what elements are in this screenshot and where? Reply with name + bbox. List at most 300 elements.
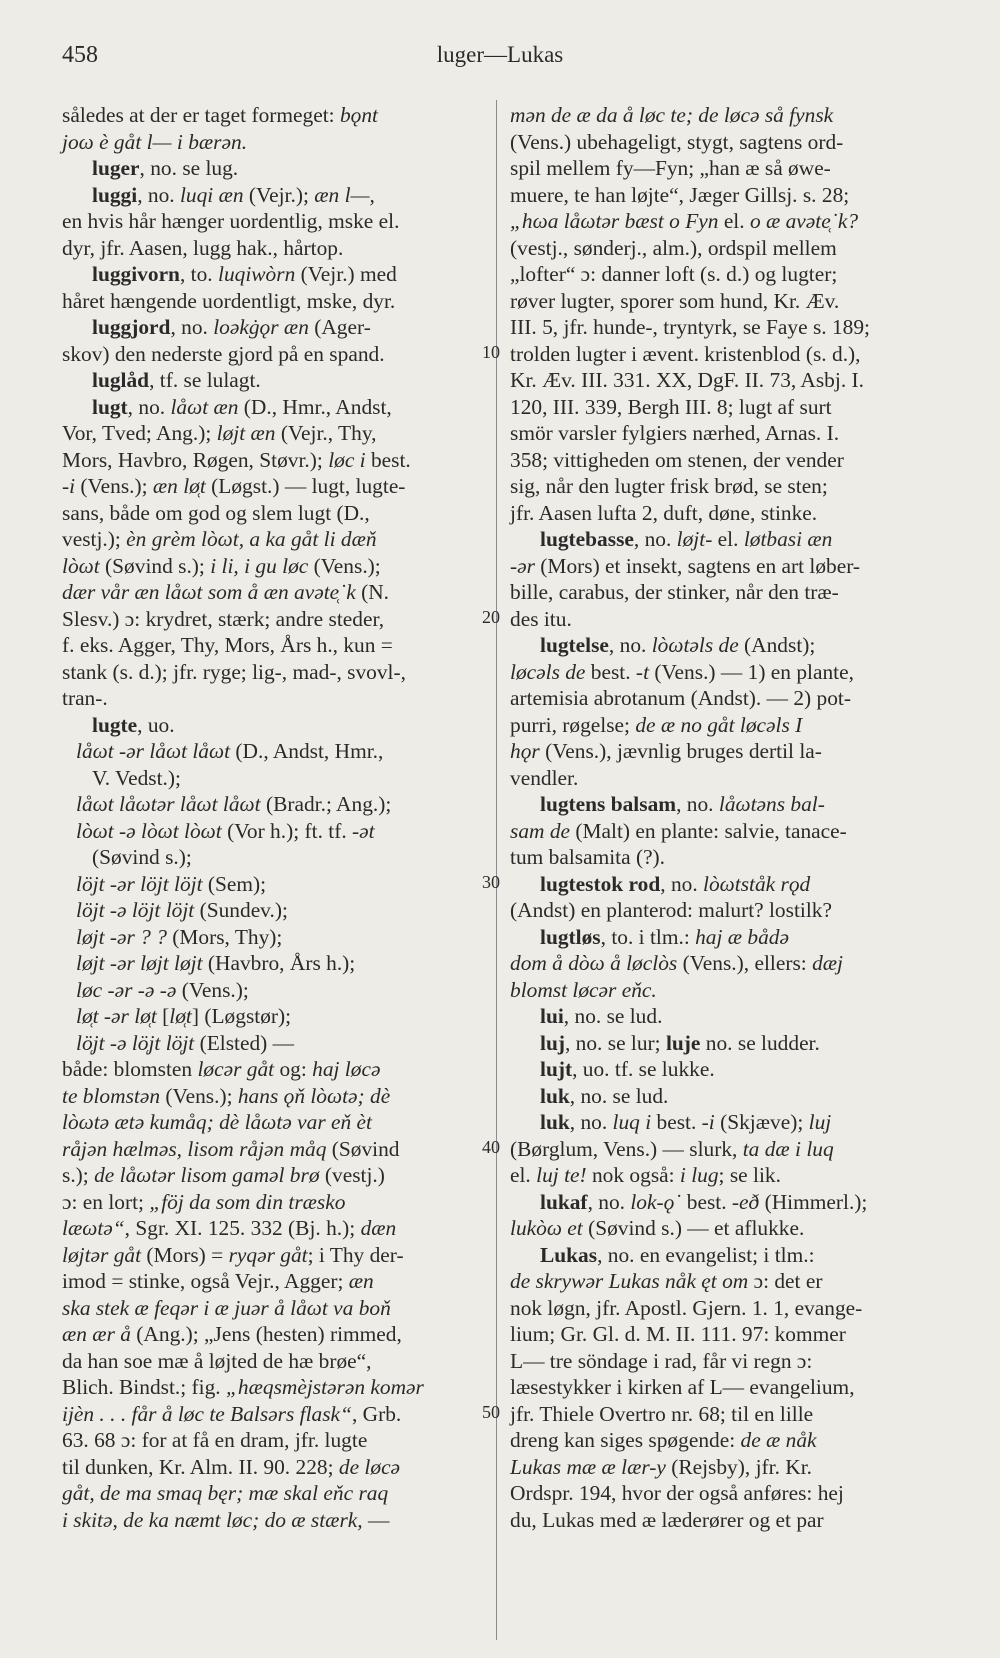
- entry-text: Vor, Tved; Ang.);: [62, 421, 217, 445]
- entry-text: (Søvind: [326, 1136, 400, 1161]
- text-line: [510, 1136, 938, 1163]
- entry-text: el.: [510, 1163, 537, 1187]
- dialect-form: løcər gåt: [197, 1057, 275, 1081]
- text-line: [510, 235, 938, 262]
- text-line: [510, 738, 938, 765]
- entry-text: purri, røgelse;: [510, 712, 636, 737]
- dialect-form: ryqər gåt: [228, 1242, 308, 1267]
- text-line: [510, 394, 938, 421]
- text-line: [62, 606, 482, 633]
- text-line: [510, 977, 938, 1004]
- entry-text: dyr, jfr. Aasen, lugg hak., hårtop.: [62, 235, 344, 260]
- text-line: [510, 420, 938, 447]
- entry-text: , no.: [608, 633, 652, 657]
- entry-text: , Grb.: [351, 1401, 402, 1426]
- text-line: [62, 553, 482, 580]
- text-line: [62, 235, 482, 262]
- headword: Lukas: [540, 1242, 598, 1267]
- text-line: [510, 950, 938, 977]
- text-line: [62, 129, 482, 156]
- headword: lugtelse: [540, 633, 609, 657]
- entry-text: (Malt) en plante: salvie, tanace-: [570, 818, 847, 843]
- text-line: [62, 314, 482, 341]
- entry-text: håret hængende uordentligt, mske, dyr.: [62, 288, 396, 313]
- text-line: [510, 791, 938, 818]
- entry-text: (Mors, Thy);: [166, 924, 283, 949]
- entry-text: el.: [718, 209, 750, 233]
- text-line: [62, 500, 482, 527]
- text-line: [62, 1321, 482, 1348]
- entry-text: muere, te han løjte“, Jæger Gillsj. s. 28;: [510, 182, 850, 207]
- dialect-form: joω è gåt l— i bærən.: [62, 129, 248, 154]
- entry-text: tran-.: [62, 686, 108, 710]
- dialect-form: t: [643, 659, 650, 684]
- text-line: [62, 1056, 482, 1083]
- headword: lugtløs: [540, 924, 601, 949]
- entry-text: , no.: [633, 527, 677, 551]
- line-number: 50: [482, 1402, 500, 1422]
- entry-text: , no. se lud.: [569, 1083, 669, 1108]
- entry-text: en hvis hår hænger uordentlig, mske el.: [62, 209, 400, 233]
- entry-text: sans, både om god og slem lugt (D.,: [62, 500, 370, 525]
- entry-text: no. se ludder.: [700, 1030, 820, 1055]
- entry-text: Kr. Æv. III. 331. XX, DgF. II. 73, Asbj. I.: [510, 368, 864, 392]
- text-line: [62, 473, 482, 500]
- entry-text: (Havbro, Års h.);: [202, 951, 356, 975]
- entry-text: (Mors) et insekt, sagtens en art løber-: [534, 553, 861, 578]
- text-line: [62, 288, 482, 315]
- dialect-form: blomst løcər eňc.: [510, 977, 657, 1002]
- entry-text: ; se lik.: [718, 1163, 781, 1187]
- text-line: [62, 1268, 482, 1295]
- dialect-form: æn: [348, 1269, 374, 1293]
- entry-text: (Mors) =: [141, 1242, 229, 1267]
- dialect-form: løjt -ər løjt løjt: [76, 951, 203, 975]
- entry-text: , no.: [137, 182, 180, 207]
- text-line: [62, 632, 482, 659]
- dialect-form: dom å dòω å løclòs: [510, 951, 678, 975]
- entry-text: du, Lukas med æ læderører og et par: [510, 1507, 824, 1532]
- text-line: [62, 871, 482, 898]
- page-header: [0, 36, 1000, 76]
- text-line: [510, 182, 938, 209]
- dialect-form: æn l—,: [314, 182, 375, 207]
- text-line: [510, 818, 938, 845]
- entry-text: best. -: [651, 1110, 709, 1134]
- dialect-form: luj te!: [536, 1163, 587, 1187]
- entry-text: f. eks. Agger, Thy, Mors, Års h., kun =: [62, 633, 393, 657]
- text-line: [510, 871, 938, 898]
- entry-text: tum balsamita (?).: [510, 845, 666, 869]
- text-line: [510, 659, 938, 686]
- dialect-form: luq i: [612, 1110, 652, 1134]
- running-title: luger—Lukas: [436, 42, 564, 67]
- dialect-form: lukòω et: [510, 1216, 583, 1240]
- entry-text: (Vejr.) med: [295, 262, 397, 286]
- entry-text: „lofter“ ɔ: danner loft (s. d.) og lugter;: [510, 262, 838, 286]
- dialect-form: lòωtståk rǫd: [703, 871, 811, 896]
- text-line: [62, 1083, 482, 1110]
- headword: luggivorn: [92, 262, 180, 286]
- text-line: [62, 1109, 482, 1136]
- entry-text: (Sem);: [202, 871, 267, 896]
- dialect-form: i li, i gu løc: [210, 553, 309, 578]
- dialect-form: i skitə, de ka næmt løc; do æ stærk,: [62, 1507, 363, 1532]
- headword: lugtebasse: [540, 527, 634, 551]
- text-line: [510, 1348, 938, 1375]
- entry-text: (Andst) en planterod: malurt? lostilk?: [510, 898, 832, 922]
- text-line: [62, 765, 482, 792]
- text-line: [510, 314, 938, 341]
- entry-text: III. 5, jfr. hunde-, tryntyrk, se Faye s. 189;: [510, 315, 871, 339]
- text-line: [510, 579, 938, 606]
- entry-text: best. -: [585, 659, 644, 684]
- dialect-form: løc i: [328, 447, 366, 472]
- dialect-form: lø̜t -ər lø̜t: [76, 1004, 157, 1028]
- entry-text: (Ager-: [308, 315, 371, 339]
- text-line: [62, 341, 482, 368]
- text-line: [62, 1215, 482, 1242]
- entry-text: stank (s. d.); jfr. ryge; lig-, mad-, svovl-,: [62, 659, 406, 684]
- entry-text: og:: [274, 1057, 313, 1081]
- headword: luj: [540, 1030, 565, 1055]
- entry-text: Blich. Bindst.; fig.: [62, 1375, 227, 1399]
- text-line: [510, 765, 938, 792]
- dialect-form: de æ no gåt løcəls I: [635, 712, 803, 737]
- entry-text: (Skjæve);: [714, 1110, 809, 1134]
- text-line: [510, 526, 938, 553]
- text-line: [510, 1030, 938, 1057]
- entry-text: bille, carabus, der stinker, når den træ-: [510, 580, 839, 604]
- entry-text: , to.: [179, 262, 218, 286]
- entry-text: , no. se lug.: [139, 156, 239, 180]
- entry-text: således at der er taget formeget:: [62, 103, 340, 127]
- text-line: [510, 1083, 938, 1110]
- entry-text: Slesv.) ɔ: krydret, stærk; andre steder,: [62, 606, 385, 631]
- entry-text: (Vens.) — 1) en plante,: [649, 659, 854, 684]
- entry-text: sig, når den lugter frisk brød, se sten;: [510, 474, 828, 498]
- dialect-form: de æ nåk: [740, 1428, 817, 1452]
- entry-text: smör varsler fylgiers nærhed, Arnas. I.: [510, 421, 840, 445]
- headword: lui: [540, 1004, 564, 1028]
- text-line: [510, 1162, 938, 1189]
- entry-text: skov) den nederste gjord på en spand.: [62, 341, 385, 366]
- entry-text: (Vens.);: [75, 474, 153, 498]
- dialect-form: i: [708, 1110, 715, 1134]
- dialect-form: ska stek æ feqər i æ juər å låωt va boň: [62, 1295, 391, 1320]
- dialect-form: luj: [808, 1110, 832, 1134]
- text-line: [62, 1189, 482, 1216]
- dialect-form: Lukas mæ æ lær-y: [510, 1454, 666, 1479]
- text-line: [510, 1374, 938, 1401]
- entry-text: -: [510, 553, 518, 578]
- entry-text: ] (Løgstør);: [191, 1004, 292, 1028]
- entry-text: dreng kan siges spøgende:: [510, 1428, 741, 1452]
- headword: luger: [92, 156, 140, 180]
- text-line: [62, 897, 482, 924]
- entry-text: —: [362, 1507, 390, 1532]
- entry-text: (Sundev.);: [194, 898, 288, 922]
- dialect-form: ta dæ i luq: [742, 1136, 834, 1161]
- dialect-form: de låωtər lisom gaməl brø: [94, 1163, 320, 1187]
- entry-text: , uo.: [137, 712, 175, 737]
- headword: luggjord: [92, 315, 171, 339]
- dialect-form: haj løcə: [312, 1057, 381, 1081]
- entry-text: lium; Gr. Gl. d. M. II. 111. 97: kommer: [510, 1322, 846, 1346]
- entry-text: (Vens.) ubehageligt, stygt, sagtens ord-: [510, 129, 844, 154]
- entry-text: (Vens.);: [308, 553, 381, 578]
- dialect-form: lòωt -ə lòωt lòωt: [76, 818, 222, 843]
- dialect-form: lø̜t: [169, 1004, 192, 1028]
- text-line: [62, 1348, 482, 1375]
- dialect-form: læωtə“: [62, 1216, 125, 1240]
- dialect-form: luqi æn: [179, 182, 244, 207]
- entry-text: , Sgr. XI. 125. 332 (Bj. h.);: [124, 1216, 361, 1240]
- text-line: [62, 1427, 482, 1454]
- text-line: [510, 1215, 938, 1242]
- dialect-form: æn lø̜t: [152, 474, 206, 498]
- headword: lugt: [92, 394, 128, 419]
- entry-text: (vestj., sønderj., alm.), ordspil mellem: [510, 235, 837, 260]
- dialect-form: låωtəns bal-: [718, 792, 825, 816]
- text-line: [510, 155, 938, 182]
- dialect-form: gåt, de ma smaq bęr; mæ skal eňc raq: [62, 1481, 389, 1505]
- text-line: [510, 1321, 938, 1348]
- line-number: 30: [482, 872, 500, 892]
- entry-text: (Ang.); „Jens (hesten) rimmed,: [130, 1322, 402, 1346]
- entry-text: ɔ: en lort;: [62, 1189, 150, 1214]
- text-line: [510, 447, 938, 474]
- text-line: [510, 473, 938, 500]
- entry-text: vestj.);: [62, 527, 127, 551]
- entry-text: , tf. se lulagt.: [149, 368, 261, 392]
- line-number: 20: [482, 607, 500, 627]
- entry-text: trolden lugter i ævent. kristenblod (s. d.),: [510, 341, 861, 366]
- dialect-form: eð: [739, 1189, 760, 1214]
- text-line: [62, 526, 482, 553]
- entry-text: (Elsted) —: [194, 1030, 295, 1055]
- entry-text: 63. 68 ɔ: for at få en dram, jfr. lugte: [62, 1428, 368, 1452]
- line-number: 40: [482, 1137, 500, 1157]
- text-line: [62, 367, 482, 394]
- entry-text: , no.: [170, 315, 214, 339]
- dialect-form: loəkġǫr æn: [213, 315, 309, 339]
- entry-text: ɔ: det er: [748, 1269, 823, 1293]
- headword: lujt: [540, 1057, 573, 1081]
- text-line: [62, 950, 482, 977]
- left-column: [62, 102, 482, 1533]
- dialect-form: luqiwòrn: [218, 262, 296, 286]
- entry-text: imod = stinke, også Vejr., Agger;: [62, 1269, 349, 1293]
- dialect-form: de løcə: [338, 1454, 401, 1479]
- entry-text: , no.: [127, 394, 171, 419]
- entry-text: (Vejr.);: [243, 182, 315, 207]
- dialect-form: lö̜jt -ə lö̜jt lö̜jt: [76, 1030, 195, 1055]
- dialect-form: låωt -ər låωt låωt: [76, 739, 231, 763]
- headword: luggi: [92, 182, 138, 207]
- entry-text: (N.: [355, 580, 390, 604]
- headword: lugtens balsam: [540, 792, 677, 816]
- dialect-form: lòωt: [62, 553, 100, 578]
- entry-text: nok løgn, jfr. Apostl. Gjern. 1. 1, evange-: [510, 1295, 863, 1320]
- text-line: [510, 1109, 938, 1136]
- entry-text: (Løgst.) — lugt, lugte-: [205, 474, 406, 498]
- dialect-form: „föj da som din træsko: [149, 1189, 346, 1214]
- dialect-form: låωt låωtər låωt låωt: [76, 792, 261, 816]
- entry-text: røver lugter, sporer som hund, Kr. Æv.: [510, 288, 840, 313]
- text-line: [62, 738, 482, 765]
- entry-text: til dunken, Kr. Alm. II. 90. 228;: [62, 1454, 339, 1479]
- text-line: [62, 844, 482, 871]
- entry-text: (Vejr., Thy,: [275, 421, 377, 445]
- dialect-form: løjt-: [676, 527, 713, 551]
- entry-text: , no.: [676, 792, 719, 816]
- entry-text: [: [156, 1004, 170, 1028]
- text-line: [62, 182, 482, 209]
- dialect-form: ijèn . . . får å løc te Balsərs flask“: [62, 1401, 352, 1426]
- entry-text: s.);: [62, 1163, 95, 1187]
- text-line: [62, 394, 482, 421]
- entry-text: jfr. Aasen lufta 2, duft, døne, stinke.: [510, 500, 818, 525]
- dialect-form: ər: [517, 553, 535, 578]
- entry-text: , no.: [587, 1189, 631, 1214]
- text-line: [510, 712, 938, 739]
- entry-text: -: [62, 474, 70, 498]
- dialect-form: löjt -ə löjt löjt: [76, 898, 195, 922]
- entry-text: V. Vedst.);: [92, 765, 181, 790]
- entry-text: (Børglum, Vens.) — slurk,: [510, 1136, 743, 1161]
- text-line: [62, 579, 482, 606]
- entry-text: , to. i tlm.:: [600, 924, 696, 949]
- dialect-form: hǫr: [510, 739, 540, 763]
- headword: lukaf: [540, 1189, 588, 1214]
- dialect-form: lòωtəls de: [651, 633, 739, 657]
- entry-text: da han soe mæ å løjted de hæ brøe“,: [62, 1348, 372, 1373]
- text-line: [510, 208, 938, 235]
- text-line: [510, 1454, 938, 1481]
- dialect-form: løjt æn: [216, 421, 276, 445]
- dialect-form: „hωa låωtər bæst o Fyn: [510, 209, 719, 233]
- dialect-form: haj æ bådə: [695, 924, 789, 949]
- headword: luje: [665, 1030, 701, 1055]
- dialect-form: èn grèm lòωt, a ka gåt li dæň: [126, 527, 377, 551]
- entry-text: (Bradr.; Ang.);: [260, 792, 392, 816]
- text-line: [510, 261, 938, 288]
- text-line: [510, 288, 938, 315]
- entry-text: (D., Andst, Hmr.,: [230, 739, 384, 763]
- text-line: [510, 1507, 938, 1534]
- text-line: [62, 420, 482, 447]
- text-line: [62, 261, 482, 288]
- entry-text: , no.: [660, 871, 704, 896]
- dialect-form: løtbasi æn: [743, 527, 833, 551]
- right-column: [510, 102, 938, 1533]
- dialect-form: dær vår æn låωt som å æn avəte̜˙k: [62, 580, 356, 604]
- entry-text: læsestykker i kirken af L— evangelium,: [510, 1375, 855, 1399]
- text-line: [510, 924, 938, 951]
- text-line: [510, 897, 938, 924]
- entry-text: Mors, Havbro, Røgen, Støvr.);: [62, 447, 329, 472]
- entry-text: des itu.: [510, 606, 572, 631]
- entry-text: nok også:: [586, 1163, 680, 1187]
- entry-text: (D., Hmr., Andst,: [238, 394, 392, 419]
- dialect-form: de skrywər Lukas nåk ęt om: [510, 1269, 749, 1293]
- text-line: [510, 1480, 938, 1507]
- dialect-form: dæj: [812, 951, 843, 975]
- headword: luglåd: [92, 368, 150, 392]
- text-line: [62, 208, 482, 235]
- dialect-form: sam de: [510, 818, 571, 843]
- text-line: [62, 1162, 482, 1189]
- text-line: [510, 1003, 938, 1030]
- text-line: [62, 1401, 482, 1428]
- entry-text: både: blomsten: [62, 1057, 198, 1081]
- entry-text: 358; vittigheden om stenen, der vender: [510, 447, 844, 472]
- dialect-form: i: [69, 474, 76, 498]
- entry-text: ; i Thy der-: [307, 1242, 404, 1267]
- dialect-form: løcəls de: [510, 659, 586, 684]
- entry-text: (Rejsby), jfr. Kr.: [665, 1454, 813, 1479]
- dialect-form: ət: [359, 818, 375, 843]
- text-line: [62, 685, 482, 712]
- dialect-form: i lug: [679, 1163, 719, 1187]
- entry-text: (Vor h.); ft. tf. -: [221, 818, 360, 843]
- headword: luk: [540, 1083, 570, 1108]
- entry-text: (Vens.), jævnlig bruges dertil la-: [539, 739, 822, 763]
- dialect-form: löjt -ər löjt löjt: [76, 871, 203, 896]
- text-line: [510, 844, 938, 871]
- text-line: [62, 1454, 482, 1481]
- text-line: [62, 977, 482, 1004]
- dialect-form: te blomstən: [62, 1083, 161, 1108]
- text-line: [62, 102, 482, 129]
- dialect-form: løjtər gåt: [62, 1242, 142, 1267]
- dialect-form: lòωtə ætə kumåq; dè låωtə var eň èt: [62, 1110, 372, 1134]
- entry-text: (Andst);: [738, 633, 816, 657]
- text-line: [62, 1030, 482, 1057]
- text-line: [510, 341, 938, 368]
- entry-text: , no.: [569, 1110, 613, 1134]
- entry-text: best.: [365, 447, 411, 472]
- text-line: [62, 1480, 482, 1507]
- text-line: [510, 102, 938, 129]
- text-line: [510, 500, 938, 527]
- entry-text: (Søvind s.) — et aflukke.: [582, 1216, 805, 1240]
- entry-text: jfr. Thiele Overtro nr. 68; til en lille: [510, 1401, 814, 1426]
- entry-text: (Vens.);: [160, 1083, 238, 1108]
- text-line: [62, 712, 482, 739]
- dialect-form: låωt æn: [170, 394, 239, 419]
- entry-text: spil mellem fy—Fyn; „han æ så øwe-: [510, 156, 831, 180]
- entry-text: (Søvind s.);: [99, 553, 211, 578]
- text-line: [62, 1374, 482, 1401]
- text-line: [510, 553, 938, 580]
- dialect-form: hans ǫň lòωtə; dè: [237, 1083, 391, 1108]
- dialect-form: „hæqsmèjstərən komər: [226, 1375, 424, 1399]
- headword: luk: [540, 1110, 570, 1134]
- text-line: [510, 685, 938, 712]
- entry-text: L— tre söndage i rad, får vi regn ɔ:: [510, 1348, 813, 1373]
- text-line: [510, 1268, 938, 1295]
- text-line: [62, 659, 482, 686]
- text-line: [62, 791, 482, 818]
- entry-text: , no. se lud.: [563, 1004, 663, 1028]
- entry-text: (Himmerl.);: [759, 1189, 868, 1214]
- entry-text: best. -: [681, 1189, 740, 1214]
- text-line: [62, 1507, 482, 1534]
- text-line: [62, 924, 482, 951]
- text-line: [510, 632, 938, 659]
